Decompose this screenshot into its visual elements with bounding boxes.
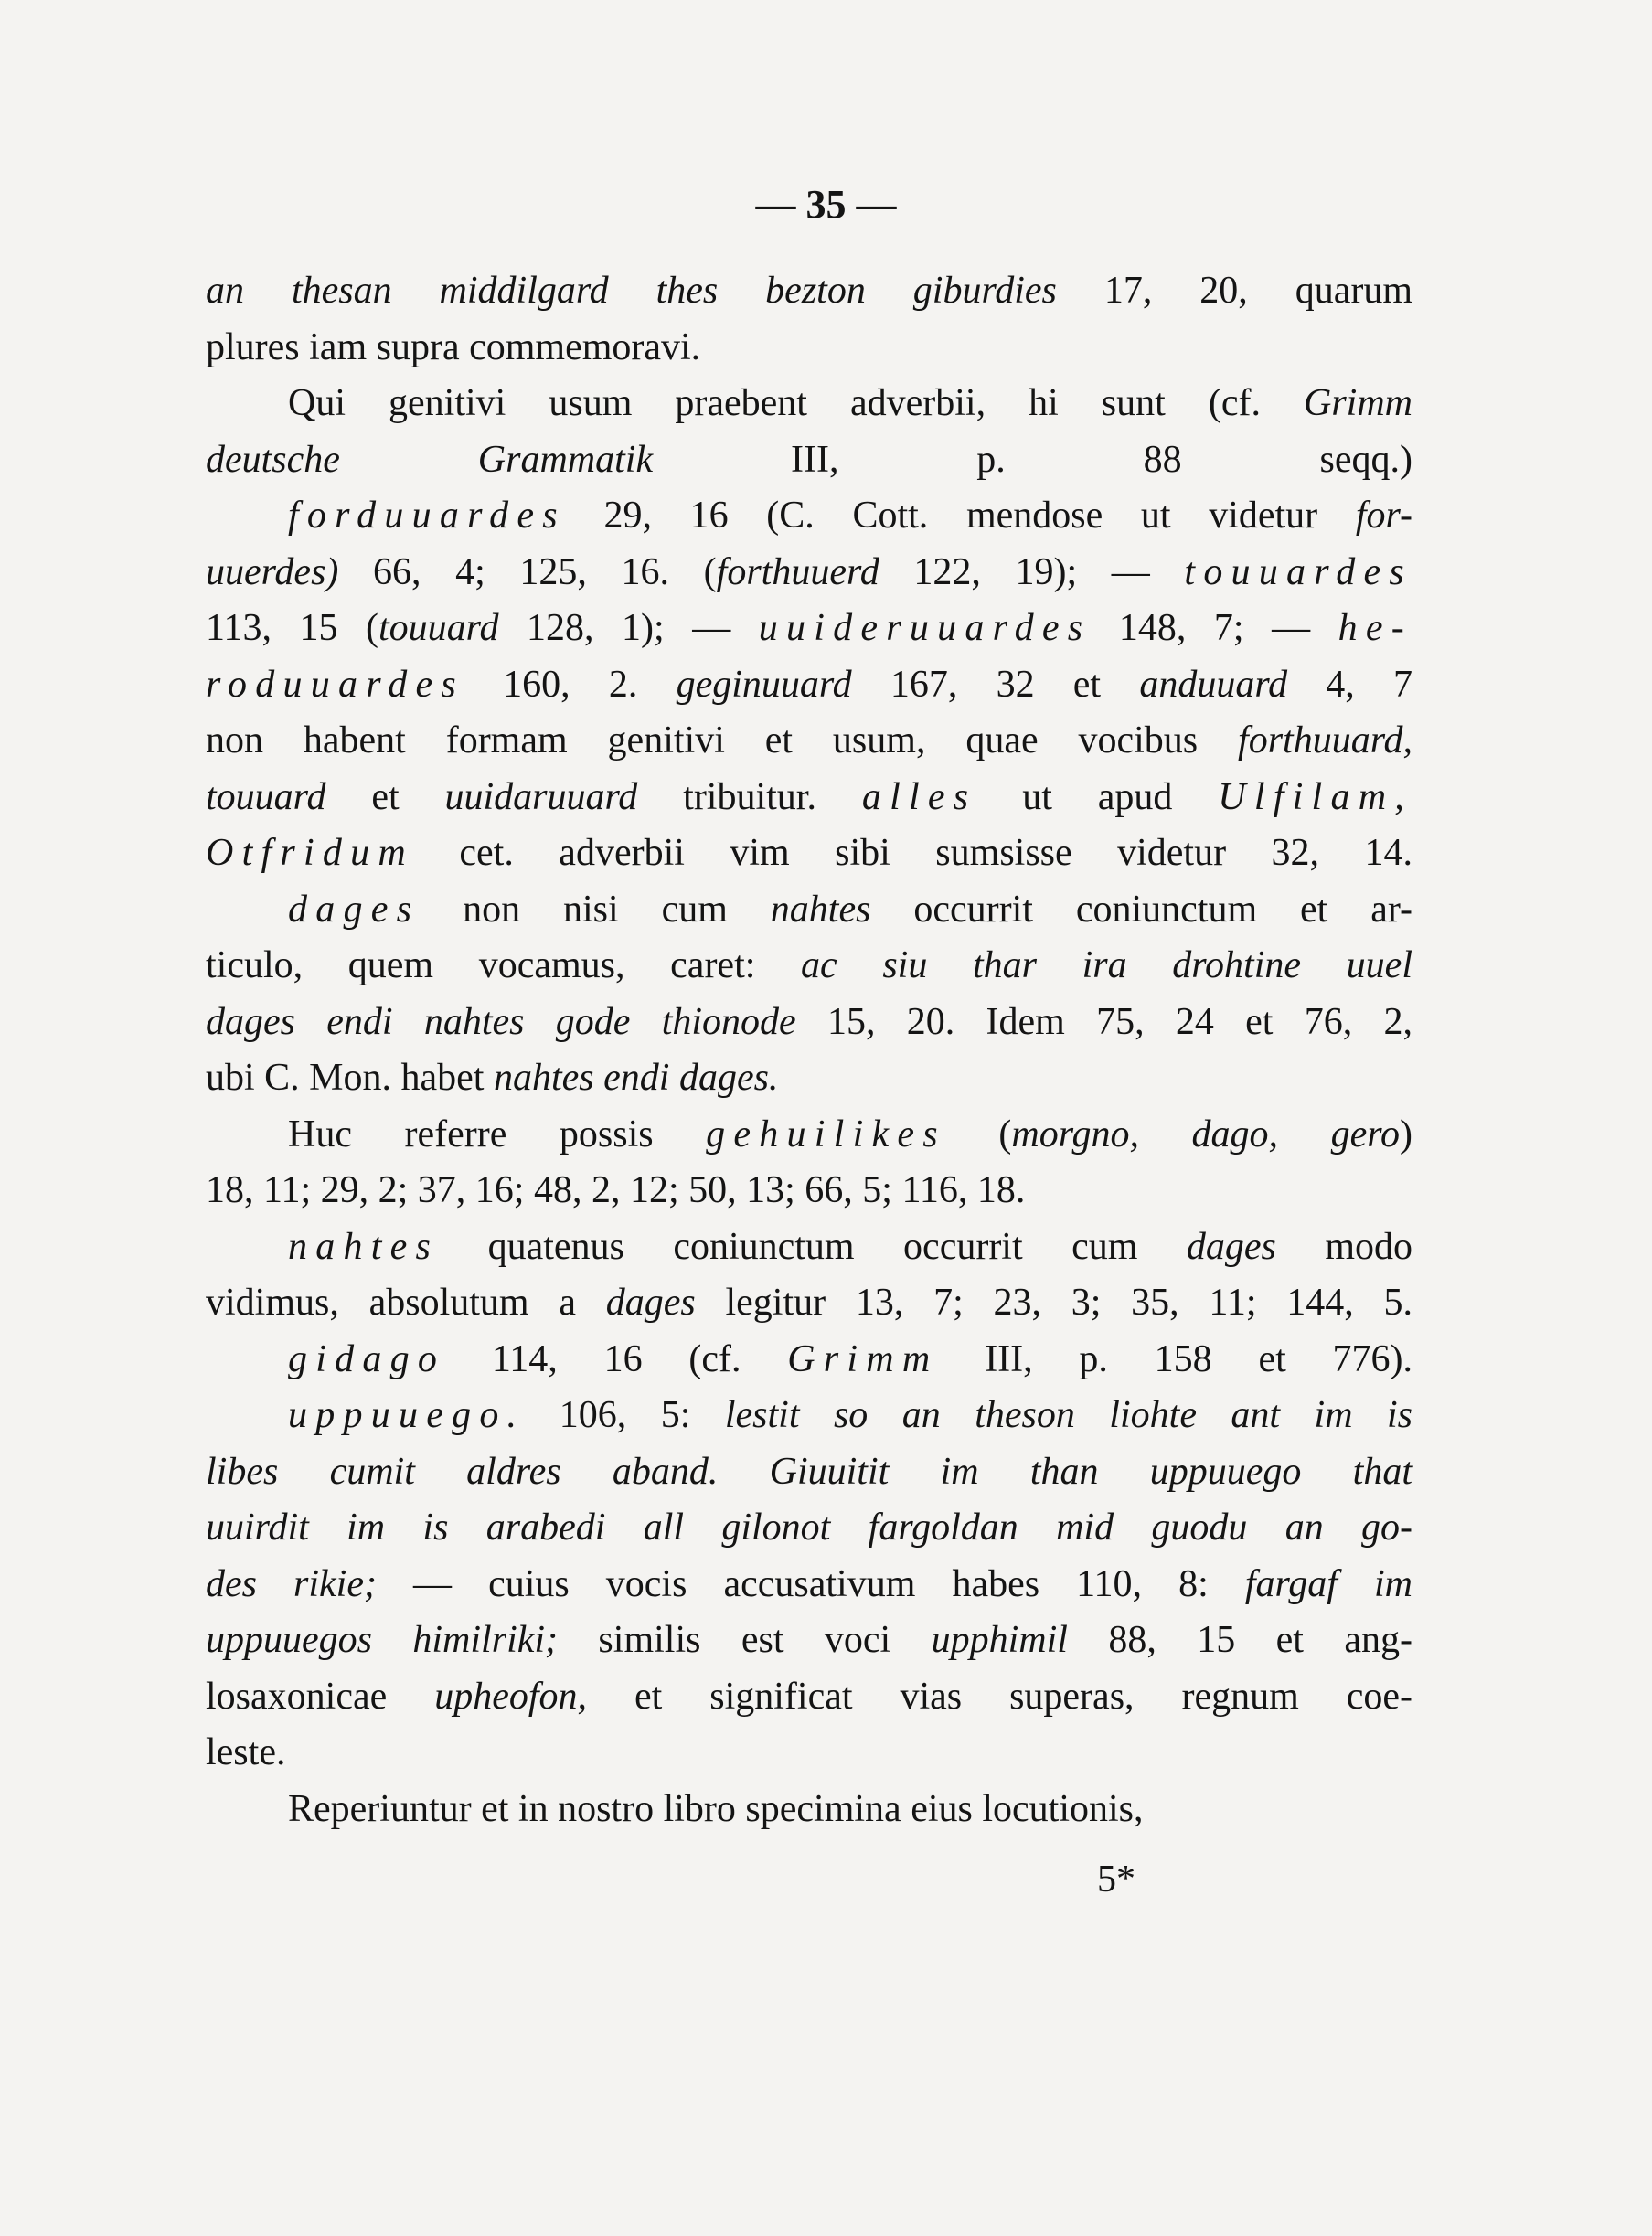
italic-run: Otfridum: [206, 832, 414, 874]
italic-run: morgno, dago, gero: [1011, 1113, 1400, 1155]
italic-run: forthuuerd: [716, 550, 879, 593]
text-line: [206, 1500, 1412, 1557]
italic-run: uuidaruuard: [444, 775, 638, 818]
text-line: [206, 601, 1412, 657]
italic-run: Grimm: [1303, 382, 1412, 424]
text-line: [206, 263, 1412, 320]
text-run: leste.: [206, 1731, 286, 1773]
italic-run: ac siu thar ira drohtine uuel: [801, 944, 1412, 986]
text-run: vidimus, absolutum a: [206, 1282, 606, 1324]
text-run: 88, 15 et ang-: [1067, 1619, 1412, 1661]
signature-mark: 5*: [1097, 1858, 1135, 1901]
text-line: [206, 1332, 1412, 1389]
text-line: [206, 1275, 1412, 1332]
text-run: et: [325, 775, 445, 818]
italic-run: roduuardes: [206, 663, 464, 706]
text-run: 148, 7; —: [1091, 607, 1338, 649]
italic-run: Grimm: [787, 1337, 939, 1380]
italic-run: fargaf im: [1244, 1562, 1412, 1605]
text-run: 4, 7: [1287, 663, 1413, 706]
text-line: [206, 938, 1412, 995]
text-run: 160, 2.: [464, 663, 677, 706]
italic-run: alles: [861, 775, 977, 818]
text-run: Huc referre possis: [288, 1113, 707, 1155]
italic-run: upphimil: [931, 1619, 1068, 1661]
italic-run: uppuuego.: [288, 1394, 526, 1436]
italic-run: touuard: [206, 775, 326, 818]
text-run: legitur 13, 7; 23, 3; 35, 11; 144, 5.: [695, 1282, 1412, 1324]
italic-run: uppuuegos himilriki;: [206, 1619, 559, 1661]
italic-run: touuardes: [1184, 550, 1413, 593]
text-line: [206, 995, 1412, 1051]
text-line: [206, 882, 1412, 939]
italic-run: nahtes endi dages.: [493, 1057, 779, 1099]
italic-run: forduuardes: [288, 495, 566, 537]
text-run: 17, 20, quarum: [1056, 270, 1412, 312]
text-line: [206, 376, 1412, 432]
text-run: 15, 20. Idem 75, 24 et 76, 2,: [795, 1000, 1413, 1043]
italic-run: uuirdit im is arabedi all gilonot fargoldan mid guodu an go-: [206, 1507, 1412, 1549]
text-run: 122, 19); —: [879, 550, 1185, 593]
text-line: [206, 488, 1412, 545]
italic-run: dages: [1186, 1225, 1276, 1268]
text-line: [206, 825, 1412, 882]
italic-run: lestit so an theson liohte ant im is: [724, 1394, 1412, 1436]
italic-run: uuerdes): [206, 550, 339, 593]
italic-run: uuideruuardes: [758, 607, 1092, 649]
text-run: et significat vias superas, regnum coe-: [587, 1675, 1413, 1718]
text-run: tribuitur.: [637, 775, 862, 818]
text-run: Reperiuntur et in nostro libro specimina eius locutionis,: [288, 1787, 1144, 1830]
text-run: ut apud: [976, 775, 1219, 818]
text-line: [206, 432, 1412, 489]
italic-run: forthuuard,: [1238, 719, 1412, 761]
text-line: [206, 320, 1412, 377]
text-run: losaxonicae: [206, 1675, 435, 1718]
italic-run: he-: [1338, 607, 1412, 649]
italic-run: touuard: [378, 607, 499, 649]
text-run: 29, 16 (C. Cott. mendose ut videtur: [565, 495, 1356, 537]
text-line: [206, 770, 1412, 826]
italic-run: des rikie;: [206, 1562, 377, 1605]
text-run: plures iam supra commemoravi.: [206, 325, 701, 368]
text-run: quatenus coniunctum occurrit cum: [439, 1225, 1187, 1268]
text-line: [206, 1107, 1412, 1164]
italic-run: upheofon,: [434, 1675, 588, 1718]
italic-run: Ulfilam,: [1218, 775, 1413, 818]
italic-run: dages: [288, 888, 421, 931]
text-run: non nisi cum: [420, 888, 771, 931]
text-line: [206, 657, 1412, 714]
italic-run: deutsche Grammatik: [206, 438, 654, 481]
text-run: 114, 16 (cf.: [445, 1337, 788, 1380]
text-line: [206, 1219, 1412, 1276]
text-run: (: [945, 1113, 1012, 1155]
text-run: 128, 1); —: [498, 607, 759, 649]
text-run: III, p. 158 et 776).: [938, 1337, 1412, 1380]
text-run: non habent formam genitivi et usum, quae vocibus: [206, 719, 1239, 761]
text-line: [206, 1725, 1412, 1782]
text-run: III, p. 88 seqq.): [653, 438, 1412, 481]
text-line: [206, 1557, 1412, 1613]
italic-run: gidago: [288, 1337, 446, 1380]
text-line: [206, 1669, 1412, 1726]
text-run: 18, 11; 29, 2; 37, 16; 48, 2, 12; 50, 13; 66, 5; 116, 18.: [206, 1169, 1026, 1211]
italic-run: nahtes: [770, 888, 871, 931]
italic-run: geginuuard: [676, 663, 852, 706]
italic-run: dages: [605, 1282, 696, 1324]
text-line: [206, 545, 1412, 602]
italic-run: dages endi nahtes gode thionode: [206, 1000, 796, 1043]
text-run: 106, 5:: [525, 1394, 725, 1436]
text-run: 167, 32 et: [851, 663, 1140, 706]
text-run: 113, 15 (: [206, 607, 378, 649]
text-run: 66, 4; 125, 16. (: [338, 550, 717, 593]
text-run: occurrit coniunctum et ar-: [870, 888, 1412, 931]
text-line: [206, 713, 1412, 770]
page-number-header: — 35 —: [755, 182, 897, 227]
text-run: ticulo, quem vocamus, caret:: [206, 944, 802, 986]
text-line: [206, 1613, 1412, 1669]
text-run: ubi C. Mon. habet: [206, 1057, 494, 1099]
text-run: — cuius vocis accusativum habes 110, 8:: [376, 1562, 1245, 1605]
text-line: [206, 1444, 1412, 1501]
text-line: [206, 1388, 1412, 1444]
italic-run: for-: [1355, 495, 1412, 537]
italic-run: gehuilikes: [706, 1113, 946, 1155]
italic-run: nahtes: [288, 1225, 440, 1268]
italic-run: anduuard: [1139, 663, 1288, 706]
text-run: Qui genitivi usum praebent adverbii, hi sunt (cf.: [288, 382, 1304, 424]
text-run: ): [1400, 1113, 1412, 1155]
italic-run: libes cumit aldres aband. Giuuitit im than uppuuego that: [206, 1450, 1412, 1493]
text-run: cet. adverbii vim sibi sumsisse videtur 32, 14.: [413, 832, 1412, 874]
body-text: [206, 263, 1412, 1837]
italic-run: an thesan middilgard thes bezton giburdies: [206, 270, 1057, 312]
text-line: [206, 1163, 1412, 1219]
text-line: [206, 1782, 1412, 1838]
text-run: modo: [1275, 1225, 1412, 1268]
text-line: [206, 1050, 1412, 1107]
text-run: similis est voci: [558, 1619, 932, 1661]
